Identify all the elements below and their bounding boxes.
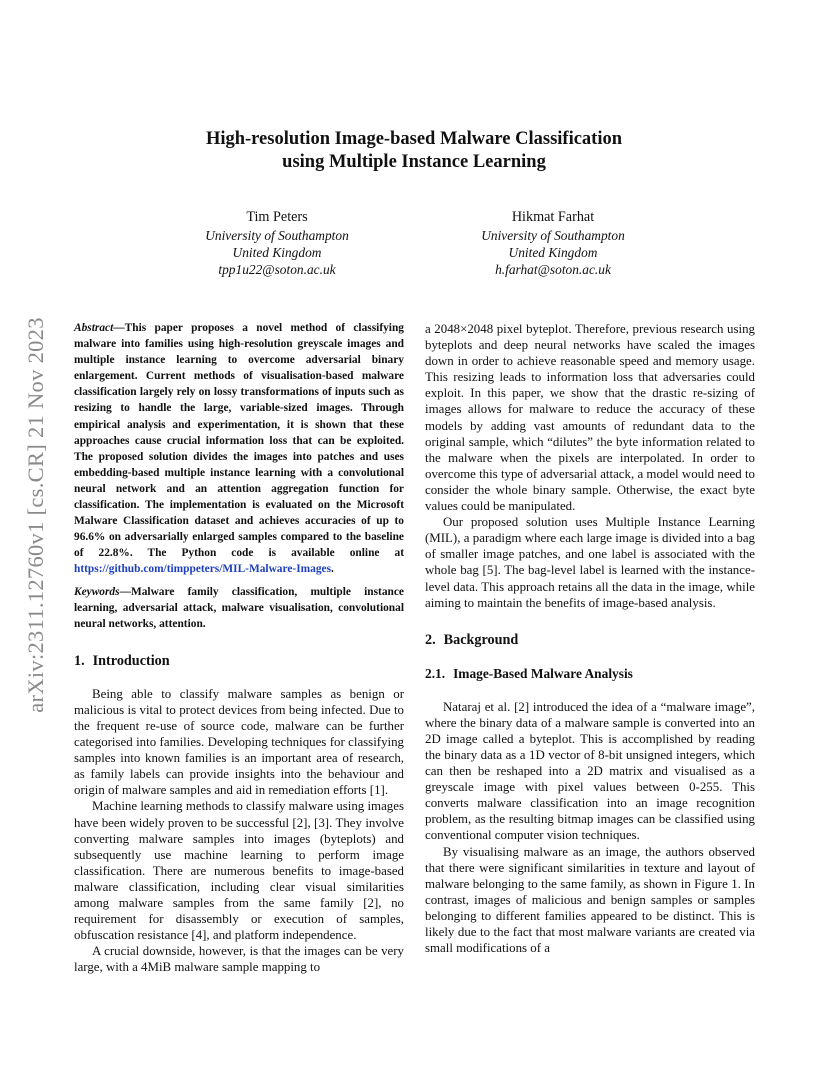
author-block-1 <box>147 209 407 278</box>
author-country: United Kingdom <box>232 245 322 260</box>
keywords-text: —Malware family classification, multiple instance learning, adversarial attack, malware visualisation, convolutional neural networks, attention. <box>74 585 404 630</box>
abstract-text: —This paper proposes a novel method of classifying malware into families using high-resolution greyscale images and multiple instance learning to overcome adversarial binary enlargement. Current methods of visualisation-based malware classification largely rely on lossy transformations of inputs such as resizing to handle the large, variable-sized images. Through empirical analysis and experimentation, it is shown that these approaches cause crucial information loss that can be exploited. The proposed solution divides the images into patches and uses embedding-based multiple instance learning with a convolutional neural network and an attention aggregation function for classification. The implementation is evaluated on the Microsoft Malware Classification dataset and achieves accuracies of up to 96.6% on adversarially enlarged samples compared to the baseline of 22.8%. The Python code is available online at <box>74 322 404 560</box>
paragraph: A crucial downside, however, is that the images can be very large, with a 4MiB malware sample mapping to <box>74 944 404 975</box>
paragraph: Machine learning methods to classify malware using images have been widely proven to be successful [2], [3]. They involve converting malware samples into images (byteplots) and subsequently use machine learning to perform image classification. There are numerous benefits to image-based malware classification, including clear visual similarities among malware samples from the same family [2], no requirement for disassembly or execution of samples, obfuscation resistance [4], and platform independence. <box>74 799 404 943</box>
section-heading-background <box>425 631 755 649</box>
abstract <box>74 320 404 578</box>
abstract-end: . <box>331 563 334 576</box>
title-line-2: using Multiple Instance Learning <box>282 152 546 172</box>
paragraph: a 2048×2048 pixel byteplot. Therefore, previous research using byteplots and deep neural networks have scaled the images down in order to achieve reasonable speed and memory usage. This resizing leads to information loss that adversaries could exploit. In this paper, we show that the drastic re-sizing of images allows for malware to reduce the accuracy of these models by adding vast amounts of redundant data to the original sample, which “dilutes” the byte information related to the malware when the pixels are interpolated. In order to overcome this type of adversarial attack, a model would need to consider the whole binary sample. Otherwise, the exact byte values could be manipulated. <box>425 322 755 514</box>
subsection-number: 2.1. <box>425 665 446 681</box>
author-affiliation: University of Southampton <box>205 228 349 243</box>
arxiv-id-text: arXiv:2311.12760v1 [cs.CR] 21 Nov 2023 <box>23 317 48 713</box>
author-email: tpp1u22@soton.ac.uk <box>218 262 336 277</box>
subsection-title: Image-Based Malware Analysis <box>453 665 633 681</box>
left-column <box>74 320 404 975</box>
author-affiliation: University of Southampton <box>481 228 625 243</box>
section-number: 2. <box>425 631 436 648</box>
title-line-1: High-resolution Image-based Malware Classification <box>205 129 623 149</box>
author-name: Tim Peters <box>246 209 308 225</box>
paragraph: Nataraj et al. [2] introduced the idea of a “malware image”, where the binary data of a malware sample is converted into an 2D image called a byteplot. This is accomplished by reading the binary data as a 1D vector of 8-bit unsigned integers, which can then be reshaped into a 2D matrix and visualised as a greyscale image with pixel values between 0-255. This converts malware classification into an image recognition problem, as the resulting bitmap images can be classified using conventional computer vision techniques. <box>425 699 755 843</box>
section-title: Introduction <box>92 652 170 669</box>
author-country: United Kingdom <box>508 245 598 260</box>
right-column <box>425 321 755 956</box>
section-heading-introduction <box>74 652 404 670</box>
author-block-2 <box>423 209 683 278</box>
arxiv-identifier-stamp <box>22 270 50 760</box>
paragraph: Being able to classify malware samples as benign or malicious is vital to protect devices from being infected. Due to the frequent re-use of source code, malware can be further categorised into families. Developing techniques for classifying samples into known families is an important area of research, as family labels can provide insights into the behaviour and origin of malware samples and aid in remediation efforts [1]. <box>74 686 404 798</box>
paragraph: By visualising malware as an image, the authors observed that there were significant similarities in texture and layout of malware belonging to the same family, as shown in Figure 1. In contrast, images of malicious and benign samples or samples belonging to different families appeared to be distinct. This is likely due to the fact that most malware variants are created via small modifications of a <box>425 844 755 956</box>
paragraph: Our proposed solution uses Multiple Instance Learning (MIL), a paradigm where each large image is divided into a bag of smaller image patches, and one label is associated with the whole bag [5]. The bag-level label is learned with the instance-level data. This approach retains all the data in the image, while aiming to maintain the benefits of image-based analysis. <box>425 515 755 610</box>
abstract-lead: Abstract <box>74 322 114 334</box>
keywords <box>74 584 404 632</box>
paper-title <box>100 128 728 174</box>
author-email: h.farhat@soton.ac.uk <box>495 262 611 277</box>
subsection-heading-image-based-analysis <box>425 665 755 683</box>
code-link[interactable]: https://github.com/timppeters/MIL-Malware-Images <box>74 563 332 576</box>
author-name: Hikmat Farhat <box>511 209 595 225</box>
keywords-lead: Keywords <box>74 585 120 598</box>
section-number: 1. <box>74 652 85 669</box>
section-title: Background <box>443 631 519 648</box>
